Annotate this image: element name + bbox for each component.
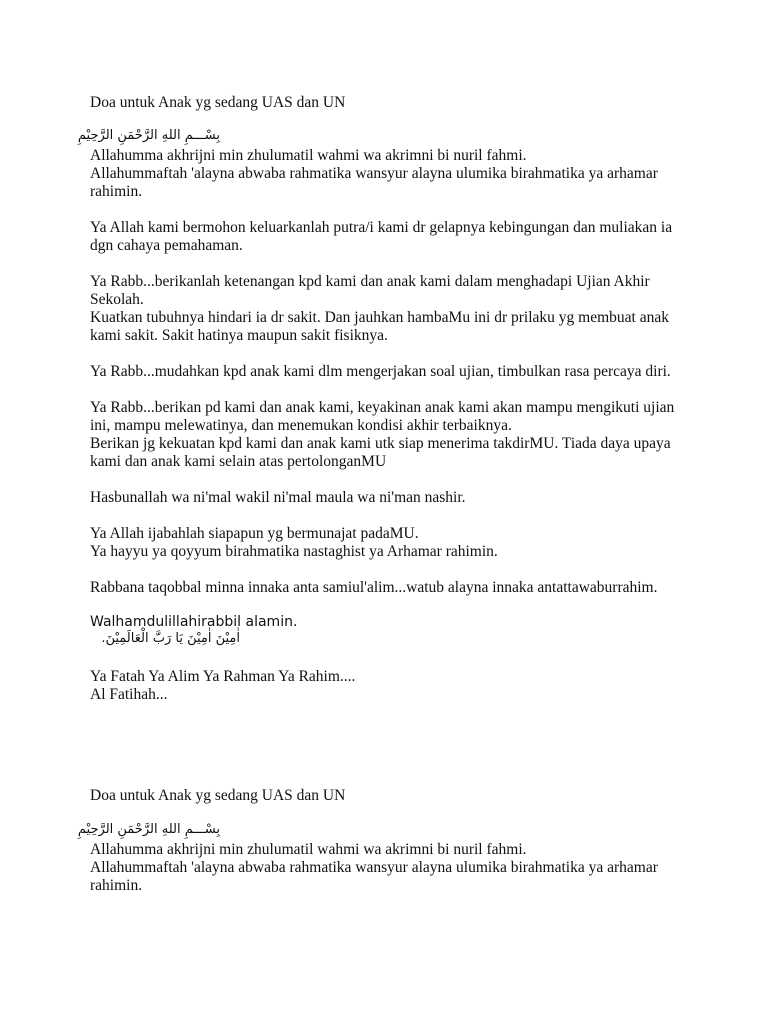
basmalah-arabic: بِسْـــمِ اللهِ الرَّحْمَنِ الرَّحِيْمِ <box>77 128 220 143</box>
paragraph-line: Ya hayyu ya qoyyum birahmatika nastaghist ya Arhamar rahimin. <box>90 543 498 560</box>
paragraph-line: dgn cahaya pemahaman. <box>90 237 243 254</box>
prayer-line: Allahummaftah 'alayna abwaba rahmatika wansyur alayna ulumika birahmatika ya arhamar <box>90 859 658 876</box>
paragraph-line: Al Fatihah... <box>90 686 168 703</box>
paragraph-line: Ya Allah kami bermohon keluarkanlah putra/i kami dr gelapnya kebingungan dan muliakan ia <box>90 219 673 236</box>
paragraph-line: kami sakit. Sakit hatinya maupun sakit fisiknya. <box>90 327 388 344</box>
paragraph-line: Ya Fatah Ya Alim Ya Rahman Ya Rahim.... <box>90 668 356 685</box>
paragraph-line: kami dan anak kami selain atas pertolonganMU <box>90 453 387 470</box>
prayer-line: rahimin. <box>90 183 143 200</box>
paragraph-line: Rabbana taqobbal minna innaka anta samiul'alim...watub alayna innaka antattawaburrahim. <box>90 579 658 596</box>
paragraph-line: Berikan jg kekuatan kpd kami dan anak kami utk siap menerima takdirMU. Tiada daya upaya <box>90 435 671 452</box>
prayer-line: rahimin. <box>90 877 143 894</box>
paragraph-line: Hasbunallah wa ni'mal wakil ni'mal maula wa ni'man nashir. <box>90 489 466 506</box>
closing-line: Walhamdulillahirabbil alamin. <box>90 614 298 630</box>
paragraph-line: Ya Rabb...berikan pd kami dan anak kami, keyakinan anak kami akan mampu mengikuti ujian <box>90 399 675 416</box>
paragraph-line: Ya Rabb...mudahkan kpd anak kami dlm mengerjakan soal ujian, timbulkan rasa percaya diri. <box>90 363 671 380</box>
basmalah-arabic: بِسْـــمِ اللهِ الرَّحْمَنِ الرَّحِيْمِ <box>77 822 220 837</box>
document-title: Doa untuk Anak yg sedang UAS dan UN <box>90 94 346 111</box>
paragraph-line: Ya Rabb...berikanlah ketenangan kpd kami dan anak kami dalam menghadapi Ujian Akhir <box>90 273 650 290</box>
amin-arabic: اٰمِيْنَ اٰمِيْنَ يَا رَبَّ الْعَالَمِيْنَ. <box>101 631 240 646</box>
prayer-line: Allahummaftah 'alayna abwaba rahmatika wansyur alayna ulumika birahmatika ya arhamar <box>90 165 658 182</box>
paragraph-line: ini, mampu melewatinya, dan menemukan kondisi akhir terbaiknya. <box>90 417 512 434</box>
paragraph-line: Kuatkan tubuhnya hindari ia dr sakit. Dan jauhkan hambaMu ini dr prilaku yg membuat anak <box>90 309 669 326</box>
prayer-line: Allahumma akhrijni min zhulumatil wahmi wa akrimni bi nuril fahmi. <box>90 841 527 858</box>
paragraph-line: Ya Allah ijabahlah siapapun yg bermunajat padaMU. <box>90 525 419 542</box>
paragraph-line: Sekolah. <box>90 291 144 308</box>
prayer-line: Allahumma akhrijni min zhulumatil wahmi wa akrimni bi nuril fahmi. <box>90 147 527 164</box>
document-title: Doa untuk Anak yg sedang UAS dan UN <box>90 787 346 804</box>
